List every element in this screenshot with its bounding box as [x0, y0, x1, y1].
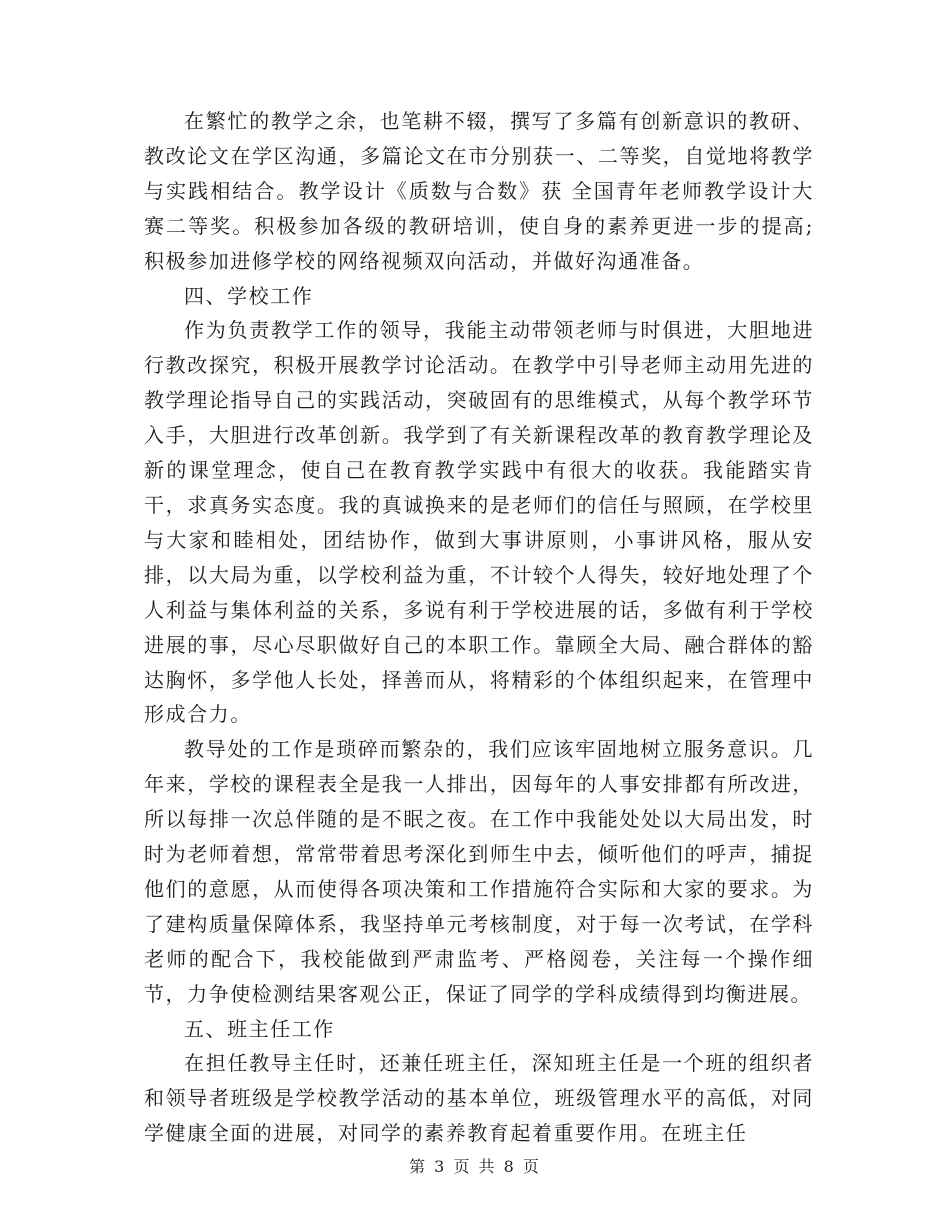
paragraph-research-papers: 在繁忙的教学之余，也笔耕不辍，撰写了多篇有创新意识的教研、教改论文在学区沟通，多篇论文在市分别获一、二等奖，自觉地将教学与实践相结合。教学设计《质数与合数》获 全国青年老师教学设计大赛二等奖。积极参加各级的教研培训，使自身的素养更进一步的提高;积极参加进修学校的网络视频双向活动，并做好沟通准备。: [144, 109, 814, 273]
paragraph-academic-affairs: 教导处的工作是琐碎而繁杂的，我们应该牢固地树立服务意识。几年来，学校的课程表全是我一人排出，因每年的人事安排都有所改进，所以每排一次总伴随的是不眠之夜。在工作中我能处处以大局出发，时时为老师着想，常常带着思考深化到师生中去，倾听他们的呼声，捕捉他们的意愿，从而使得各项决策和工作措施符合实际和大家的要求。为了建构质量保障体系，我坚持单元考核制度，对于每一次考试，在学科老师的配合下，我校能做到严肃监考、严格阅卷，关注每一个操作细节，力争使检测结果客观公正，保证了同学的学科成绩得到均衡进展。: [144, 737, 814, 1006]
document-body: [144, 104, 814, 1151]
page-footer: 第 3 页 共 8 页: [409, 1157, 541, 1176]
section-heading-school-work: 四、学校工作: [184, 283, 314, 308]
paragraph-teaching-leadership: 作为负责教学工作的领导，我能主动带领老师与时俱进，大胆地进行教改探究，积极开展教学讨论活动。在教学中引导老师主动用先进的教学理论指导自己的实践活动，突破固有的思维模式，从每个教学环节入手，大胆进行改革创新。我学到了有关新课程改革的教育教学理论及新的课堂理念，使自己在教育教学实践中有很大的收获。我能踏实肯干，求真务实态度。我的真诚换来的是老师们的信任与照顾，在学校里与大家和睦相处，团结协作，做到大事讲原则，小事讲风格，服从安排，以大局为重，以学校利益为重，不计较个人得失，较好地处理了个人利益与集体利益的关系，多说有利于学校进展的话，多做有利于学校进展的事，尽心尽职做好自己的本职工作。靠顾全大局、融合群体的豁达胸怀，多学他人长处，择善而从，将精彩的个体组织起来，在管理中形成合力。: [144, 318, 814, 727]
section-heading-head-teacher: 五、班主任工作: [184, 1016, 335, 1041]
paragraph-head-teacher-work: 在担任教导主任时，还兼任班主任，深知班主任是一个班的组织者和领导者班级是学校教学活动的基本单位，班级管理水平的高低，对同学健康全面的进展，对同学的素养教育起着重要作用。在班主任: [144, 1051, 814, 1146]
